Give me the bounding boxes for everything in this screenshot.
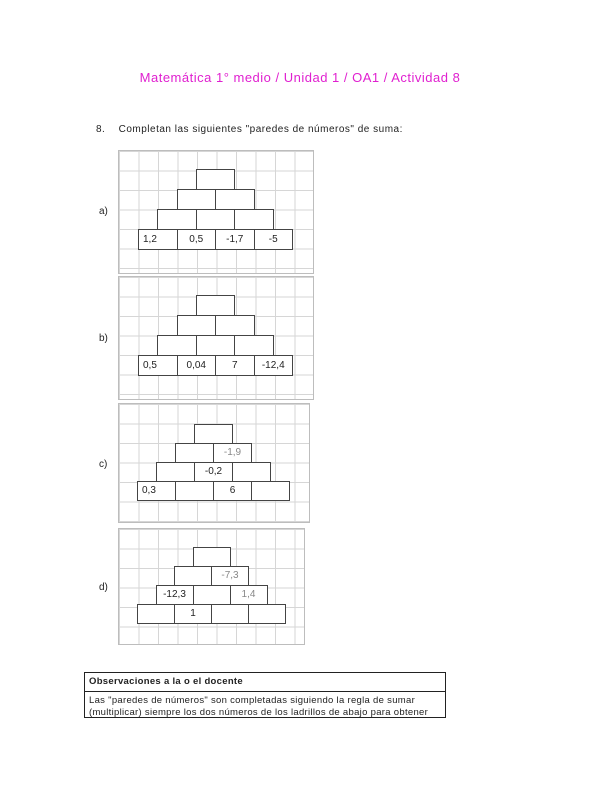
pyramid-brick: 6 [213, 481, 252, 501]
pyramid-brick [196, 169, 236, 190]
instruction [96, 124, 403, 135]
pyramid-label: b) [99, 333, 108, 344]
pyramid-brick [215, 315, 255, 336]
pyramid-brick [234, 335, 274, 356]
pyramid-brick: -1,9 [213, 443, 252, 463]
pyramid-brick [196, 295, 236, 316]
instruction-number: 8. [96, 124, 106, 135]
observations-divider [85, 691, 445, 692]
pyramid-brick [232, 462, 271, 482]
pyramid-brick: 0,5 [177, 229, 217, 250]
pyramid-brick [157, 209, 197, 230]
observations-title: Observaciones a la o el docente [89, 676, 243, 687]
pyramid-brick [248, 604, 286, 624]
pyramid-brick [193, 547, 231, 567]
pyramid-brick [196, 209, 236, 230]
pyramid-brick [211, 604, 249, 624]
pyramid-brick [251, 481, 290, 501]
pyramid-brick [196, 335, 236, 356]
pyramid-brick: 0,5 [138, 355, 178, 376]
pyramid-brick: 0,04 [177, 355, 217, 376]
pyramid-brick [177, 189, 217, 210]
pyramid-brick [156, 462, 195, 482]
pyramid-brick: -7,3 [211, 566, 249, 586]
pyramid-label: d) [99, 582, 108, 593]
page-title: Matemática 1° medio / Unidad 1 / OA1 / Actividad 8 [139, 70, 461, 85]
pyramid-brick [234, 209, 274, 230]
pyramid-brick: -12,4 [254, 355, 294, 376]
pyramid-brick: 1 [174, 604, 212, 624]
observations-line-1: Las "paredes de números" son completadas siguiendo la regla de sumar [89, 695, 416, 706]
pyramid-brick [215, 189, 255, 210]
pyramid-brick [174, 566, 212, 586]
pyramid-brick: 7 [215, 355, 255, 376]
observations-line-2: (multiplicar) siempre los dos números de los ladrillos de abajo para obtener [89, 707, 429, 718]
pyramid-brick: -0,2 [194, 462, 233, 482]
pyramid-brick: 1,4 [230, 585, 268, 605]
pyramid-brick: -1,7 [215, 229, 255, 250]
teacher-observations-box [84, 672, 446, 718]
pyramid-brick [175, 481, 214, 501]
pyramid-label: a) [99, 206, 108, 217]
pyramid-brick: -12,3 [156, 585, 194, 605]
pyramid-brick [177, 315, 217, 336]
pyramid-brick [194, 424, 233, 444]
pyramid-brick [157, 335, 197, 356]
instruction-text: Completan las siguientes "paredes de números" de suma: [118, 124, 403, 135]
pyramid-brick [137, 604, 175, 624]
pyramid-brick: 0,3 [137, 481, 176, 501]
pyramid-brick: 1,2 [138, 229, 178, 250]
pyramid-brick [193, 585, 231, 605]
pyramid-brick [175, 443, 214, 463]
pyramid-brick: -5 [254, 229, 294, 250]
pyramid-label: c) [99, 459, 108, 470]
